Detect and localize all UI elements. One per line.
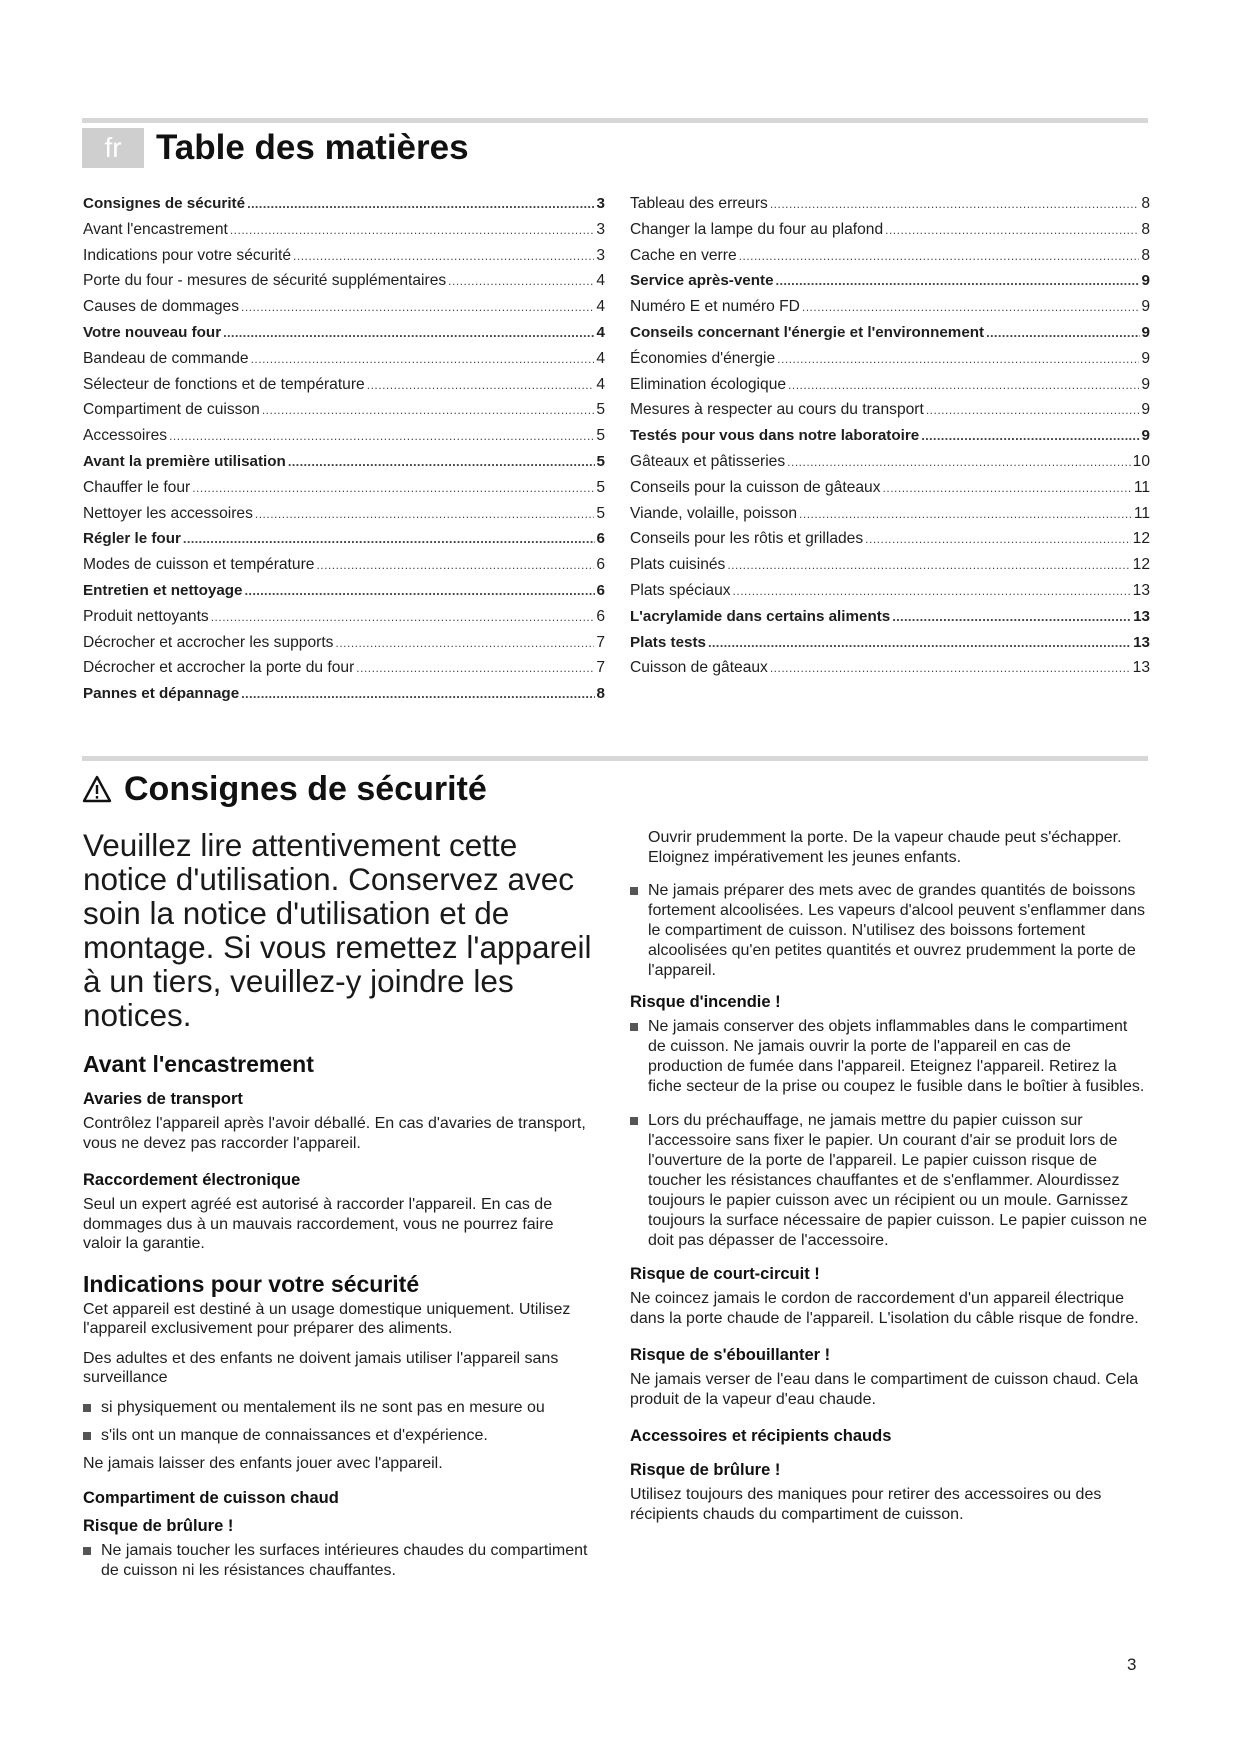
avant-heading: Avant l'encastrement bbox=[83, 1051, 314, 1077]
toc-leader-dots bbox=[288, 453, 595, 470]
toc-entry-title: Conseils pour la cuisson de gâteaux bbox=[630, 478, 881, 496]
toc-entry-page: 6 bbox=[596, 530, 605, 548]
toc-entry-page: 8 bbox=[1141, 246, 1150, 264]
toc-entry-title: Indications pour votre sécurité bbox=[83, 246, 292, 264]
continued-text: Ouvrir prudemment la porte. De la vapeur chaude peut s'échapper. Eloignez impérativement les jeunes enfants. bbox=[648, 829, 1122, 866]
toc-leader-dots bbox=[316, 556, 594, 574]
toc-entry-title: Avant la première utilisation bbox=[83, 452, 286, 470]
toc-leader-dots bbox=[777, 350, 1139, 368]
toc-entry[interactable] bbox=[83, 272, 605, 298]
toc-entry-title: Conseils pour les rôtis et grillades bbox=[630, 530, 864, 548]
toc-leader-dots bbox=[448, 272, 594, 290]
toc-leader-dots bbox=[169, 427, 594, 445]
toc-entry-title: Décrocher et accrocher la porte du four bbox=[83, 659, 355, 677]
toc-leader-dots bbox=[921, 427, 1139, 444]
accessoires-brulure-heading: Risque de brûlure ! bbox=[630, 1461, 781, 1479]
toc-entry-page: 3 bbox=[596, 246, 605, 264]
toc-entry-title: Consignes de sécurité bbox=[83, 195, 246, 212]
toc-entry-title: Service après-vente bbox=[630, 272, 774, 290]
toc-leader-dots bbox=[865, 530, 1130, 548]
toc-entry[interactable] bbox=[630, 427, 1150, 453]
toc-leader-dots bbox=[708, 634, 1131, 651]
toc-entry[interactable] bbox=[83, 505, 605, 531]
toc-leader-dots bbox=[733, 582, 1131, 600]
toc-entry[interactable] bbox=[83, 427, 605, 453]
toc-entry[interactable] bbox=[630, 324, 1150, 350]
list-item bbox=[83, 1541, 593, 1581]
accessoires-text: Utilisez toujours des maniques pour retirer des accessoires ou des récipients chauds du compartiment de cuisson. bbox=[630, 1486, 1102, 1523]
toc-entry-title: Chauffer le four bbox=[83, 478, 191, 496]
toc-entry-page: 11 bbox=[1133, 478, 1150, 496]
toc-header bbox=[82, 128, 469, 168]
toc-entry-page: 9 bbox=[1141, 349, 1150, 367]
toc-leader-dots bbox=[211, 608, 595, 626]
accessoires-heading: Accessoires et récipients chauds bbox=[630, 1427, 892, 1445]
toc-entry-page: 9 bbox=[1141, 272, 1150, 290]
page-number: 3 bbox=[1127, 1655, 1137, 1674]
toc-entry[interactable] bbox=[630, 453, 1150, 479]
toc-leader-dots bbox=[241, 298, 594, 316]
toc-entry-title: Tableau des erreurs bbox=[630, 195, 768, 212]
toc-entry-title: Modes de cuisson et température bbox=[83, 556, 315, 574]
bullet-text: Ne jamais toucher les surfaces intérieures chaudes du compartiment de cuisson ni les résistances chauffantes. bbox=[101, 1542, 588, 1579]
toc-entry-title: L'acrylamide dans certains aliments bbox=[630, 607, 891, 625]
toc-title: Table des matières bbox=[156, 128, 469, 167]
toc-entry[interactable] bbox=[630, 505, 1150, 531]
toc-entry-page: 6 bbox=[596, 556, 605, 574]
toc-leader-dots bbox=[770, 195, 1139, 213]
toc-entry-title: Causes de dommages bbox=[83, 298, 240, 316]
toc-leader-dots bbox=[293, 247, 594, 265]
toc-entry-title: Plats tests bbox=[630, 633, 706, 651]
indications-p2: Des adultes et des enfants ne doivent jamais utiliser l'appareil sans surveillance bbox=[83, 1349, 559, 1386]
intro-text: Veuillez lire attentivement cette notice d'utilisation. Conservez avec soin la notice d'utilisation et de montage. Si vous remettez l'appareil à un tiers, veuillez-y joindre les notices. bbox=[83, 827, 592, 1033]
toc-entry-title: Cuisson de gâteaux bbox=[630, 659, 768, 677]
toc-entry[interactable] bbox=[83, 685, 605, 711]
toc-entry[interactable] bbox=[630, 479, 1150, 505]
bullet-square-icon bbox=[83, 1432, 91, 1440]
toc-entry-page: 3 bbox=[596, 220, 605, 238]
toc-leader-dots bbox=[262, 401, 595, 419]
toc-entry-page: 9 bbox=[1141, 323, 1150, 341]
toc-leader-dots bbox=[770, 659, 1131, 677]
toc-entry-page: 5 bbox=[596, 452, 605, 470]
toc-entry-title: Cache en verre bbox=[630, 246, 737, 264]
toc-entry-title: Testés pour vous dans notre laboratoire bbox=[630, 427, 920, 445]
toc-entry[interactable] bbox=[630, 376, 1150, 402]
transport-heading: Avaries de transport bbox=[83, 1090, 243, 1108]
toc-entry-page: 4 bbox=[596, 323, 605, 341]
ebouillanter-text: Ne jamais verser de l'eau dans le compartiment de cuisson chaud. Cela produit de la vapeur d'eau chaude. bbox=[630, 1371, 1139, 1408]
transport-text: Contrôlez l'appareil après l'avoir déballé. En cas d'avaries de transport, vous ne devez pas raccorder l'appareil. bbox=[83, 1115, 586, 1152]
toc-entry[interactable] bbox=[630, 195, 1150, 221]
toc-entry[interactable] bbox=[630, 608, 1150, 634]
toc-entry-page: 3 bbox=[596, 195, 605, 212]
toc-entry[interactable] bbox=[630, 350, 1150, 376]
toc-entry-title: Mesures à respecter au cours du transport bbox=[630, 401, 924, 419]
toc-entry-page: 13 bbox=[1133, 607, 1150, 625]
incendie-heading: Risque d'incendie ! bbox=[630, 993, 781, 1011]
list-item bbox=[630, 881, 1148, 981]
toc-entry-title: Elimination écologique bbox=[630, 375, 787, 393]
bullet-square-icon bbox=[630, 887, 638, 895]
toc-leader-dots bbox=[335, 634, 594, 652]
section-rule bbox=[82, 756, 1148, 761]
toc-entry-title: Pannes et dépannage bbox=[83, 685, 240, 703]
toc-leader-dots bbox=[892, 608, 1131, 625]
toc-entry[interactable] bbox=[83, 556, 605, 582]
toc-entry-page: 4 bbox=[596, 272, 605, 290]
toc-entry-page: 13 bbox=[1132, 581, 1150, 599]
toc-entry-title: Gâteaux et pâtisseries bbox=[630, 452, 786, 470]
toc-entry-page: 9 bbox=[1141, 298, 1150, 316]
toc-leader-dots bbox=[255, 505, 594, 523]
list-item bbox=[83, 1398, 593, 1418]
raccord-heading: Raccordement électronique bbox=[83, 1171, 301, 1189]
toc-entry-page: 8 bbox=[1141, 195, 1150, 212]
toc-leader-dots bbox=[986, 324, 1139, 341]
toc-entry-title: Viande, volaille, poisson bbox=[630, 504, 798, 522]
toc-entry-title: Décrocher et accrocher les supports bbox=[83, 633, 334, 651]
bullet-text: Ne jamais préparer des mets avec de grandes quantités de boissons fortement alcoolisées. Les vapeurs d'alcool peuvent s'enflammer dans le compartiment de cuisson. N'utilisez des boissons fortement alcoolisées qu'en petites quantités et ouvrez prudemment la porte de l'appareil. bbox=[648, 882, 1146, 979]
toc-entry[interactable] bbox=[83, 247, 605, 273]
toc-entry-title: Avant l'encastrement bbox=[83, 220, 228, 238]
toc-entry[interactable] bbox=[83, 376, 605, 402]
warning-icon bbox=[82, 774, 112, 804]
safety-left-column bbox=[83, 828, 593, 1589]
toc-entry-page: 5 bbox=[596, 504, 605, 522]
toc-entry-title: Plats spéciaux bbox=[630, 581, 731, 599]
toc-entry-title: Produit nettoyants bbox=[83, 607, 209, 625]
toc-entry[interactable] bbox=[630, 401, 1150, 427]
toc-entry-title: Conseils concernant l'énergie et l'environnement bbox=[630, 323, 985, 341]
toc-entry-title: Accessoires bbox=[83, 427, 168, 445]
list-item bbox=[630, 1111, 1148, 1251]
toc-entry-title: Entretien et nettoyage bbox=[83, 581, 243, 599]
safety-right-column bbox=[630, 828, 1148, 1534]
bullet-text: Lors du préchauffage, ne jamais mettre du papier cuisson sur l'accessoire sans fixer le papier. Un courant d'air se produit lors de l'ouverture de la porte de l'appareil. Le papier cuisson risque de toucher les résistances chauffantes et de s'enflammer. Alourdissez toujours le papier cuisson avec un récipient ou un moule. Garnissez toujours la surface nécessaire de papier cuisson. Le papier cuisson ne doit pas dépasser de l'accessoire. bbox=[648, 1112, 1147, 1249]
toc-entry[interactable] bbox=[630, 582, 1150, 608]
toc-entry-page: 5 bbox=[596, 427, 605, 445]
toc-entry[interactable] bbox=[83, 324, 605, 350]
toc-right-column bbox=[630, 195, 1150, 685]
toc-leader-dots bbox=[241, 685, 594, 702]
toc-leader-dots bbox=[787, 453, 1130, 471]
toc-entry[interactable] bbox=[83, 608, 605, 634]
toc-leader-dots bbox=[223, 324, 594, 341]
toc-leader-dots bbox=[802, 298, 1139, 316]
toc-leader-dots bbox=[251, 350, 595, 368]
toc-leader-dots bbox=[356, 659, 594, 677]
toc-entry-page: 4 bbox=[596, 298, 605, 316]
indications-p3: Ne jamais laisser des enfants jouer avec l'appareil. bbox=[83, 1454, 443, 1472]
toc-entry-title: Économies d'énergie bbox=[630, 349, 776, 367]
toc-entry-page: 12 bbox=[1132, 556, 1150, 574]
toc-entry[interactable] bbox=[630, 298, 1150, 324]
toc-entry-page: 12 bbox=[1132, 530, 1150, 548]
brulure-heading: Risque de brûlure ! bbox=[83, 1517, 234, 1535]
toc-entry-page: 11 bbox=[1133, 504, 1150, 522]
toc-entry[interactable] bbox=[630, 247, 1150, 273]
toc-entry[interactable] bbox=[83, 530, 605, 556]
toc-entry-page: 9 bbox=[1141, 401, 1150, 419]
toc-leader-dots bbox=[739, 247, 1140, 265]
toc-entry[interactable] bbox=[630, 272, 1150, 298]
court-circuit-text: Ne coincez jamais le cordon de raccordement d'un appareil électrique dans la porte chaude de l'appareil. L'isolation du câble risque de fondre. bbox=[630, 1290, 1139, 1327]
toc-leader-dots bbox=[883, 479, 1132, 497]
toc-leader-dots bbox=[245, 582, 595, 599]
toc-leader-dots bbox=[788, 376, 1139, 394]
toc-entry-title: Porte du four - mesures de sécurité supplémentaires bbox=[83, 272, 447, 290]
toc-leader-dots bbox=[776, 272, 1140, 289]
toc-entry-page: 7 bbox=[596, 633, 605, 651]
indications-p1: Cet appareil est destiné à un usage domestique uniquement. Utilisez l'appareil exclusivement pour préparer des aliments. bbox=[83, 1300, 571, 1337]
court-circuit-heading: Risque de court-circuit ! bbox=[630, 1265, 820, 1283]
toc-entry-title: Changer la lampe du four au plafond bbox=[630, 220, 884, 238]
toc-entry[interactable] bbox=[83, 195, 605, 221]
toc-entry-page: 5 bbox=[596, 401, 605, 419]
toc-entry-page: 9 bbox=[1141, 375, 1150, 393]
toc-leader-dots bbox=[192, 479, 594, 497]
toc-entry[interactable] bbox=[630, 556, 1150, 582]
toc-leader-dots bbox=[885, 221, 1139, 239]
toc-entry[interactable] bbox=[83, 298, 605, 324]
bullet-text: Ne jamais conserver des objets inflammables dans le compartiment de cuisson. Ne jamais ouvrir la porte de l'appareil en cas de production de fumée dans l'appareil. Eteignez l'appareil. Retirez la fiche secteur de la prise ou coupez le fusible dans le boîtier à fusibles. bbox=[648, 1018, 1145, 1095]
toc-entry-title: Plats cuisinés bbox=[630, 556, 726, 574]
toc-leader-dots bbox=[247, 195, 594, 212]
bullet-square-icon bbox=[83, 1547, 91, 1555]
toc-entry-page: 7 bbox=[596, 659, 605, 677]
safety-heading bbox=[82, 765, 487, 813]
toc-entry-title: Nettoyer les accessoires bbox=[83, 504, 253, 522]
toc-entry[interactable] bbox=[83, 634, 605, 660]
toc-leader-dots bbox=[183, 530, 595, 547]
toc-entry[interactable] bbox=[83, 221, 605, 247]
compartiment-heading: Compartiment de cuisson chaud bbox=[83, 1489, 339, 1507]
bullet-square-icon bbox=[83, 1404, 91, 1412]
bullet-text: s'ils ont un manque de connaissances et d'expérience. bbox=[101, 1426, 488, 1444]
toc-entry-page: 6 bbox=[596, 581, 605, 599]
toc-entry[interactable] bbox=[83, 453, 605, 479]
toc-entry-page: 4 bbox=[596, 349, 605, 367]
toc-leader-dots bbox=[367, 376, 595, 394]
indications-heading: Indications pour votre sécurité bbox=[83, 1270, 420, 1297]
toc-left-column bbox=[83, 195, 605, 711]
toc-entry-page: 9 bbox=[1141, 427, 1150, 445]
toc-leader-dots bbox=[727, 556, 1130, 574]
toc-entry-page: 8 bbox=[596, 685, 605, 703]
toc-entry-title: Votre nouveau four bbox=[83, 323, 222, 341]
toc-entry[interactable] bbox=[83, 350, 605, 376]
toc-entry-page: 13 bbox=[1132, 659, 1150, 677]
toc-entry[interactable] bbox=[83, 659, 605, 685]
toc-entry-page: 6 bbox=[596, 607, 605, 625]
toc-entry-title: Bandeau de commande bbox=[83, 349, 249, 367]
bullet-square-icon bbox=[630, 1117, 638, 1125]
toc-entry[interactable] bbox=[83, 582, 605, 608]
raccord-text: Seul un expert agréé est autorisé à raccorder l'appareil. En cas de dommages dus à un mauvais raccordement, vous ne pourrez faire valoir la garantie. bbox=[83, 1196, 554, 1252]
toc-entry-page: 10 bbox=[1132, 452, 1150, 470]
toc-entry-title: Régler le four bbox=[83, 530, 181, 548]
bullet-square-icon bbox=[630, 1023, 638, 1031]
toc-entry-page: 8 bbox=[1141, 220, 1150, 238]
list-item bbox=[83, 1426, 593, 1446]
toc-entry-title: Sélecteur de fonctions et de température bbox=[83, 375, 365, 393]
toc-leader-dots bbox=[926, 401, 1139, 419]
toc-entry[interactable] bbox=[83, 401, 605, 427]
toc-entry[interactable] bbox=[630, 634, 1150, 660]
toc-entry-page: 4 bbox=[596, 375, 605, 393]
ebouillanter-heading: Risque de s'ébouillanter ! bbox=[630, 1346, 831, 1364]
toc-entry[interactable] bbox=[83, 479, 605, 505]
toc-entry[interactable] bbox=[630, 221, 1150, 247]
safety-title: Consignes de sécurité bbox=[124, 769, 487, 808]
toc-leader-dots bbox=[230, 221, 594, 239]
list-item bbox=[630, 1017, 1148, 1097]
toc-entry[interactable] bbox=[630, 659, 1150, 685]
language-tag: fr bbox=[82, 128, 144, 168]
top-rule bbox=[82, 118, 1148, 123]
bullet-text: si physiquement ou mentalement ils ne sont pas en mesure ou bbox=[101, 1398, 545, 1416]
toc-entry-title: Compartiment de cuisson bbox=[83, 401, 260, 419]
toc-entry[interactable] bbox=[630, 530, 1150, 556]
toc-leader-dots bbox=[799, 505, 1132, 523]
toc-entry-page: 13 bbox=[1133, 633, 1150, 651]
toc-entry-title: Numéro E et numéro FD bbox=[630, 298, 800, 316]
toc-entry-page: 5 bbox=[596, 478, 605, 496]
